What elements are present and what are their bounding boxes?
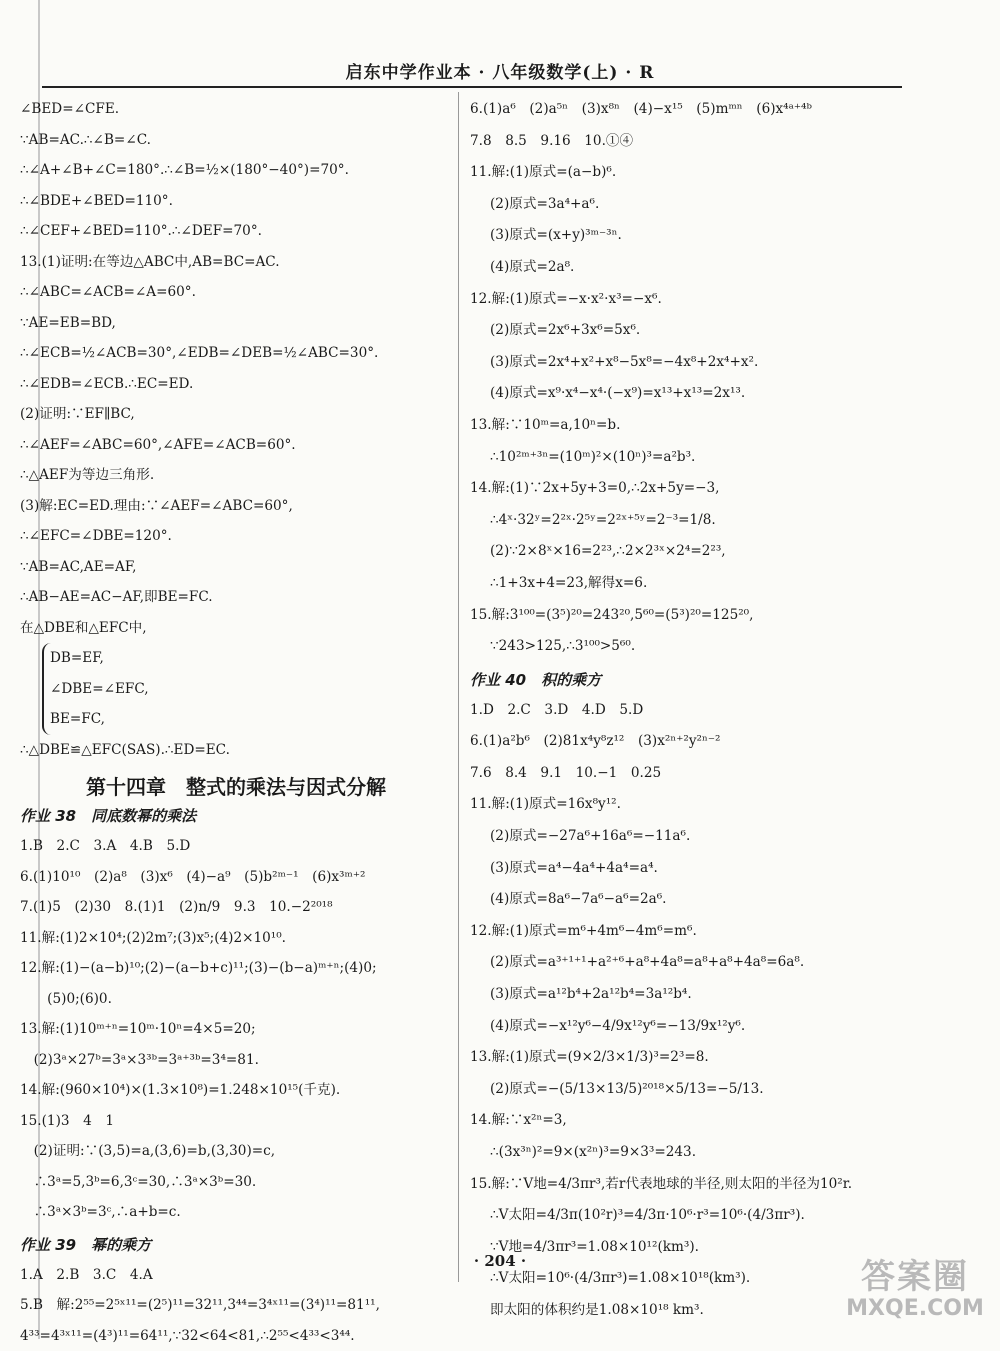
answer-line: 12.解:(1)−(a−b)¹⁰;(2)−(a−b+c)¹¹;(3)−(b−a)ᵐ⁺ⁿ;(4)0;: [20, 953, 452, 984]
answer-line: ∵AE=EB=BD,: [20, 308, 452, 339]
answer-line: ∴(3x³ⁿ)²=9×(x²ⁿ)³=9×3³=243.: [470, 1137, 940, 1169]
answer-line: 6.(1)10¹⁰ (2)a⁸ (3)x⁶ (4)−a⁹ (5)b²ᵐ⁻¹ (6)x³ᵐ⁺²: [20, 862, 452, 893]
section-39-answers-continued: [470, 94, 940, 663]
section-38-answers: [20, 831, 452, 1228]
answer-line: 11.解:(1)原式=16x⁸y¹².: [470, 789, 940, 821]
answer-line: ∴AB−AE=AC−AF,即BE=FC.: [20, 582, 452, 613]
answer-line: (4)原式=2a⁸.: [470, 252, 940, 284]
answer-line: DB=EF,: [50, 643, 452, 674]
answer-line: 1.D 2.C 3.D 4.D 5.D: [470, 695, 940, 727]
answer-line: (2)证明:∵EF∥BC,: [20, 399, 452, 430]
answer-line: 12.解:(1)原式=−x·x²·x³=−x⁶.: [470, 284, 940, 316]
answer-line: 6.(1)a⁶ (2)a⁵ⁿ (3)x⁸ⁿ (4)−x¹⁵ (5)mᵐⁿ (6)x⁴ᵃ⁺⁴ᵇ: [470, 94, 940, 126]
answer-line: ∵V地=4/3πr³=1.08×10¹²(km³).: [470, 1232, 940, 1264]
answer-line: (3)原式=a⁴−4a⁴+4a⁴=a⁴.: [470, 853, 940, 885]
watermark-logo: [840, 1257, 990, 1327]
answer-line: 13.解:(1)原式=(9×2/3×1/3)³=2³=8.: [470, 1042, 940, 1074]
answer-line: 12.解:(1)原式=m⁶+4m⁶−4m⁶=m⁶.: [470, 916, 940, 948]
answer-line: 5.B 解:2⁵⁵=2⁵ˣ¹¹=(2⁵)¹¹=32¹¹,3⁴⁴=3⁴ˣ¹¹=(3⁴)¹¹=81¹¹,: [20, 1290, 452, 1321]
answer-line: ∴3ᵃ×3ᵇ=3ᶜ,∴a+b=c.: [20, 1197, 452, 1228]
answer-line: ∴10²ᵐ⁺³ⁿ=(10ᵐ)²×(10ⁿ)³=a²b³.: [470, 442, 940, 474]
answer-line: (2)证明:∵(3,5)=a,(3,6)=b,(3,30)=c,: [20, 1136, 452, 1167]
answer-line: 7.(1)5 (2)30 8.(1)1 (2)n/9 9.3 10.−2²⁰¹⁸: [20, 892, 452, 923]
answer-line: (5)0;(6)0.: [20, 984, 452, 1015]
answer-line: (2)原式=−(5/13×13/5)²⁰¹⁸×5/13=−5/13.: [470, 1074, 940, 1106]
answer-line: 7.8 8.5 9.16 10.①④: [470, 126, 940, 158]
left-solution-continuation: [20, 94, 452, 643]
page-number: · 204 ·: [0, 1252, 1000, 1270]
answer-line: ∴3ᵃ=5,3ᵇ=6,3ᶜ=30,∴3ᵃ×3ᵇ=30.: [20, 1167, 452, 1198]
section-39-title: 作业 39 幂的乘方: [20, 1236, 452, 1254]
answer-line: 1.A 2.B 3.C 4.A: [20, 1260, 452, 1291]
answer-line: ∴∠EFC=∠DBE=120°.: [20, 521, 452, 552]
answer-line: 1.B 2.C 3.A 4.B 5.D: [20, 831, 452, 862]
left-solution-conclusion: [20, 735, 452, 766]
header-rule: [42, 86, 902, 88]
answer-line: ∴4ˣ·32ʸ=2²ˣ·2⁵ʸ=2²ˣ⁺⁵ʸ=2⁻³=1/8.: [470, 505, 940, 537]
answer-line: 在△DBE和△EFC中,: [20, 613, 452, 644]
answer-line: (2)原式=−27a⁶+16a⁶=−11a⁶.: [470, 821, 940, 853]
answer-line: (4)原式=−x¹²y⁶−4/9x¹²y⁶=−13/9x¹²y⁶.: [470, 1011, 940, 1043]
answer-line: 15.(1)3 4 1: [20, 1106, 452, 1137]
section-38-title: 作业 38 同底数幂的乘法: [20, 807, 452, 825]
answer-line: 6.(1)a²b⁶ (2)81x⁴y⁸z¹² (3)x²ⁿ⁺²y²ⁿ⁻²: [470, 726, 940, 758]
answer-line: ∴V太阳=10⁶·(4/3πr³)=1.08×10¹⁸(km³).: [470, 1263, 940, 1295]
chapter-title: 第十四章 整式的乘法与因式分解: [20, 775, 452, 799]
answer-line: ∴1+3x+4=23,解得x=6.: [470, 568, 940, 600]
answer-line: (3)原式=a¹²b⁴+2a¹²b⁴=3a¹²b⁴.: [470, 979, 940, 1011]
answer-line: (3)解:EC=ED.理由:∵∠AEF=∠ABC=60°,: [20, 491, 452, 522]
page-header: 启东中学作业本 · 八年级数学(上) · R: [0, 58, 1000, 83]
answer-line: ∠BED=∠CFE.: [20, 94, 452, 125]
answer-line: ∴△AEF为等边三角形.: [20, 460, 452, 491]
answer-line: ∴∠EDB=∠ECB.∴EC=ED.: [20, 369, 452, 400]
answer-line: 14.解:∵x²ⁿ=3,: [470, 1105, 940, 1137]
answer-line: 11.解:(1)2×10⁴;(2)2m⁷;(3)x⁵;(4)2×10¹⁰.: [20, 923, 452, 954]
answer-line: 13.(1)证明:在等边△ABC中,AB=BC=AC.: [20, 247, 452, 278]
answer-line: 13.解:(1)10ᵐ⁺ⁿ=10ᵐ·10ⁿ=4×5=20;: [20, 1014, 452, 1045]
answer-line: ∴△DBE≌△EFC(SAS).∴ED=EC.: [20, 735, 452, 766]
answer-line: BE=FC,: [50, 704, 452, 735]
answer-line: 即太阳的体积约是1.08×10¹⁸ km³.: [470, 1295, 940, 1327]
answer-line: ∴∠BDE+∠BED=110°.: [20, 186, 452, 217]
answer-line: 11.解:(1)原式=(a−b)⁶.: [470, 157, 940, 189]
answer-line: (2)原式=3a⁴+a⁶.: [470, 189, 940, 221]
section-40-title: 作业 40 积的乘方: [470, 671, 940, 689]
answer-line: ∵243>125,∴3¹⁰⁰>5⁶⁰.: [470, 631, 940, 663]
answer-line: (2)∵2×8ˣ×16=2²³,∴2×2³ˣ×2⁴=2²³,: [470, 536, 940, 568]
section-40-answers: [470, 695, 940, 1327]
answer-line: 15.解:∵V地=4/3πr³,若r代表地球的半径,则太阳的半径为10²r.: [470, 1169, 940, 1201]
answer-line: (3)原式=(x+y)³ᵐ⁻³ⁿ.: [470, 220, 940, 252]
answer-line: 4³³=4³ˣ¹¹=(4³)¹¹=64¹¹,∵32<64<81,∴2⁵⁵<4³³<3⁴⁴.: [20, 1321, 452, 1351]
answer-line: ∴∠AEF=∠ABC=60°,∠AFE=∠ACB=60°.: [20, 430, 452, 461]
answer-line: 15.解:3¹⁰⁰=(3⁵)²⁰=243²⁰,5⁶⁰=(5³)²⁰=125²⁰,: [470, 600, 940, 632]
answer-line: 7.6 8.4 9.1 10.−1 0.25: [470, 758, 940, 790]
answer-line: (2)3ᵃ×27ᵇ=3ᵃ×3³ᵇ=3ᵃ⁺³ᵇ=3⁴=81.: [20, 1045, 452, 1076]
answer-line: 13.解:∵10ᵐ=a,10ⁿ=b.: [470, 410, 940, 442]
congruence-conditions-brace: [42, 643, 452, 735]
answer-line: (3)原式=2x⁴+x²+x⁸−5x⁸=−4x⁸+2x⁴+x².: [470, 347, 940, 379]
left-column: [20, 94, 452, 1351]
right-column: [470, 94, 940, 1327]
answer-line: (2)原式=2x⁶+3x⁶=5x⁶.: [470, 315, 940, 347]
watermark-url: MXQE.COM: [840, 1297, 990, 1321]
answer-line: ∴∠A+∠B+∠C=180°.∴∠B=½×(180°−40°)=70°.: [20, 155, 452, 186]
answer-line: ∴V太阳=4/3π(10²r)³=4/3π·10⁶·r³=10⁶·(4/3πr³).: [470, 1200, 940, 1232]
answer-line: (2)原式=a³⁺¹⁺¹+a²⁺⁶+a⁸+4a⁸=a⁸+a⁸+4a⁸=6a⁸.: [470, 947, 940, 979]
answer-line: ∠DBE=∠EFC,: [50, 674, 452, 705]
answer-line: ∵AB=AC.∴∠B=∠C.: [20, 125, 452, 156]
answer-line: ∴∠ABC=∠ACB=∠A=60°.: [20, 277, 452, 308]
answer-line: (4)原式=8a⁶−7a⁶−a⁶=2a⁶.: [470, 884, 940, 916]
answer-line: (4)原式=x⁹·x⁴−x⁴·(−x⁹)=x¹³+x¹³=2x¹³.: [470, 378, 940, 410]
answer-line: 14.解:(960×10⁴)×(1.3×10⁸)=1.248×10¹⁵(千克).: [20, 1075, 452, 1106]
watermark-text: 答案圈: [840, 1257, 990, 1297]
answer-line: ∵AB=AC,AE=AF,: [20, 552, 452, 583]
column-divider: [458, 92, 459, 1282]
answer-line: ∴∠CEF+∠BED=110°.∴∠DEF=70°.: [20, 216, 452, 247]
answer-line: ∴∠ECB=½∠ACB=30°,∠EDB=∠DEB=½∠ABC=30°.: [20, 338, 452, 369]
section-39-answers: [20, 1260, 452, 1351]
answer-line: 14.解:(1)∵2x+5y+3=0,∴2x+5y=−3,: [470, 473, 940, 505]
